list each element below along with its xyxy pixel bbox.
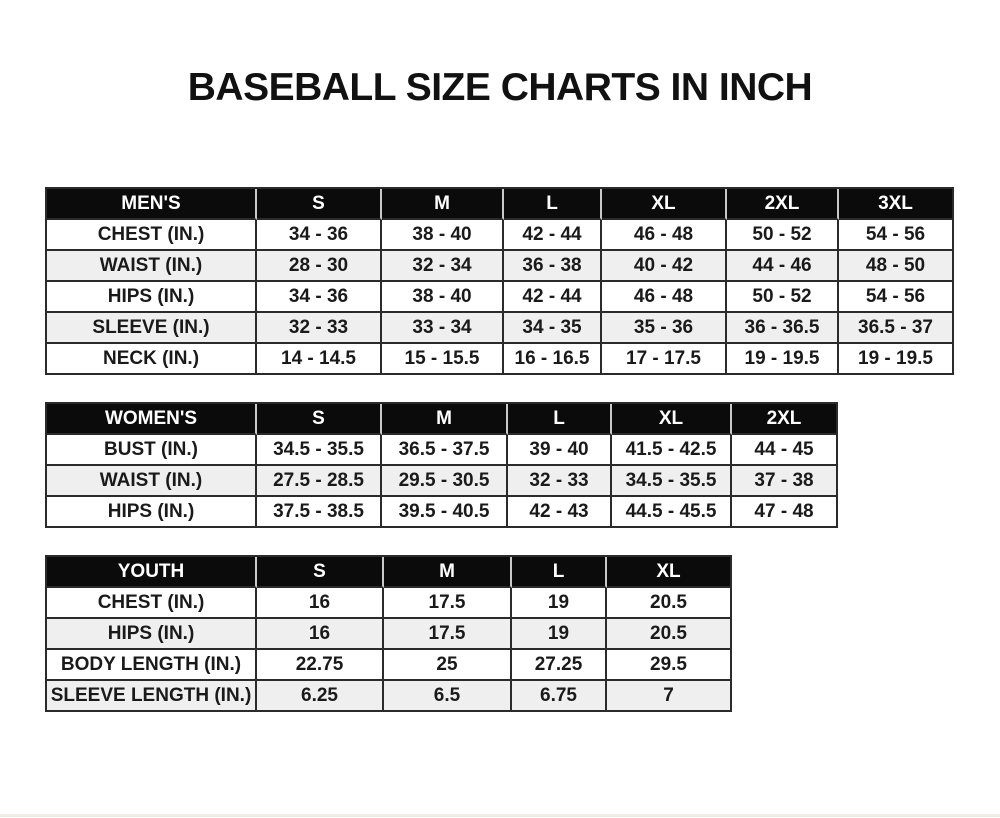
table-title-cell: MEN'S xyxy=(47,189,257,220)
size-value-cell: 19 - 19.5 xyxy=(839,344,954,375)
size-column-header: M xyxy=(382,404,508,435)
size-column-header: XL xyxy=(602,189,727,220)
size-value-cell: 42 - 44 xyxy=(504,220,602,251)
table-row xyxy=(47,435,838,466)
size-value-cell: 17 - 17.5 xyxy=(602,344,727,375)
size-value-cell: 47 - 48 xyxy=(732,497,838,528)
header-row xyxy=(47,557,732,588)
size-value-cell: 7 xyxy=(607,681,732,712)
table-row xyxy=(47,497,838,528)
size-value-cell: 20.5 xyxy=(607,588,732,619)
size-value-cell: 27.25 xyxy=(512,650,607,681)
size-value-cell: 33 - 34 xyxy=(382,313,504,344)
table-title-cell: YOUTH xyxy=(47,557,257,588)
size-value-cell: 44 - 45 xyxy=(732,435,838,466)
table-row xyxy=(47,313,954,344)
size-value-cell: 16 xyxy=(257,588,384,619)
size-value-cell: 44.5 - 45.5 xyxy=(612,497,732,528)
womens-size-table xyxy=(45,402,838,528)
row-label-cell: BUST (IN.) xyxy=(47,435,257,466)
table-row xyxy=(47,251,954,282)
table-row xyxy=(47,619,732,650)
table-row xyxy=(47,220,954,251)
size-column-header: L xyxy=(508,404,612,435)
row-label-cell: NECK (IN.) xyxy=(47,344,257,375)
row-label-cell: WAIST (IN.) xyxy=(47,466,257,497)
row-label-cell: SLEEVE (IN.) xyxy=(47,313,257,344)
table-row xyxy=(47,681,732,712)
size-value-cell: 48 - 50 xyxy=(839,251,954,282)
row-label-cell: CHEST (IN.) xyxy=(47,588,257,619)
row-label-cell: HIPS (IN.) xyxy=(47,497,257,528)
size-value-cell: 6.25 xyxy=(257,681,384,712)
size-column-header: M xyxy=(384,557,512,588)
size-value-cell: 6.5 xyxy=(384,681,512,712)
header-row xyxy=(47,189,954,220)
mens-size-table xyxy=(45,187,954,375)
size-column-header: L xyxy=(504,189,602,220)
table-row xyxy=(47,650,732,681)
size-value-cell: 15 - 15.5 xyxy=(382,344,504,375)
size-value-cell: 44 - 46 xyxy=(727,251,839,282)
size-value-cell: 16 xyxy=(257,619,384,650)
size-chart-page xyxy=(0,66,1000,712)
size-value-cell: 32 - 33 xyxy=(257,313,382,344)
table-row xyxy=(47,282,954,313)
row-label-cell: WAIST (IN.) xyxy=(47,251,257,282)
size-value-cell: 36 - 38 xyxy=(504,251,602,282)
table-title-cell: WOMEN'S xyxy=(47,404,257,435)
size-value-cell: 46 - 48 xyxy=(602,220,727,251)
size-value-cell: 42 - 44 xyxy=(504,282,602,313)
size-value-cell: 46 - 48 xyxy=(602,282,727,313)
size-value-cell: 32 - 33 xyxy=(508,466,612,497)
size-value-cell: 25 xyxy=(384,650,512,681)
size-column-header: S xyxy=(257,404,382,435)
size-value-cell: 42 - 43 xyxy=(508,497,612,528)
size-column-header: 2XL xyxy=(732,404,838,435)
size-value-cell: 22.75 xyxy=(257,650,384,681)
youth-size-table xyxy=(45,555,732,712)
size-value-cell: 19 xyxy=(512,588,607,619)
size-value-cell: 37 - 38 xyxy=(732,466,838,497)
size-value-cell: 19 xyxy=(512,619,607,650)
size-value-cell: 16 - 16.5 xyxy=(504,344,602,375)
size-column-header: 2XL xyxy=(727,189,839,220)
size-column-header: S xyxy=(257,189,382,220)
size-value-cell: 50 - 52 xyxy=(727,282,839,313)
table-row xyxy=(47,344,954,375)
size-value-cell: 54 - 56 xyxy=(839,220,954,251)
size-value-cell: 34 - 35 xyxy=(504,313,602,344)
table-row xyxy=(47,466,838,497)
size-column-header: XL xyxy=(607,557,732,588)
size-value-cell: 54 - 56 xyxy=(839,282,954,313)
size-value-cell: 36 - 36.5 xyxy=(727,313,839,344)
page-title: BASEBALL SIZE CHARTS IN INCH xyxy=(187,66,813,109)
size-value-cell: 34.5 - 35.5 xyxy=(612,466,732,497)
size-value-cell: 34.5 - 35.5 xyxy=(257,435,382,466)
size-value-cell: 41.5 - 42.5 xyxy=(612,435,732,466)
size-value-cell: 37.5 - 38.5 xyxy=(257,497,382,528)
row-label-cell: SLEEVE LENGTH (IN.) xyxy=(47,681,257,712)
size-column-header: 3XL xyxy=(839,189,954,220)
size-value-cell: 17.5 xyxy=(384,588,512,619)
size-column-header: XL xyxy=(612,404,732,435)
row-label-cell: BODY LENGTH (IN.) xyxy=(47,650,257,681)
header-row xyxy=(47,404,838,435)
size-value-cell: 14 - 14.5 xyxy=(257,344,382,375)
size-value-cell: 28 - 30 xyxy=(257,251,382,282)
table-row xyxy=(47,588,732,619)
size-value-cell: 34 - 36 xyxy=(257,220,382,251)
size-value-cell: 39 - 40 xyxy=(508,435,612,466)
size-value-cell: 19 - 19.5 xyxy=(727,344,839,375)
size-value-cell: 6.75 xyxy=(512,681,607,712)
size-value-cell: 36.5 - 37.5 xyxy=(382,435,508,466)
size-value-cell: 29.5 xyxy=(607,650,732,681)
size-value-cell: 35 - 36 xyxy=(602,313,727,344)
size-value-cell: 50 - 52 xyxy=(727,220,839,251)
size-column-header: M xyxy=(382,189,504,220)
size-column-header: L xyxy=(512,557,607,588)
size-value-cell: 34 - 36 xyxy=(257,282,382,313)
size-value-cell: 38 - 40 xyxy=(382,282,504,313)
size-value-cell: 40 - 42 xyxy=(602,251,727,282)
size-value-cell: 17.5 xyxy=(384,619,512,650)
size-column-header: S xyxy=(257,557,384,588)
size-value-cell: 32 - 34 xyxy=(382,251,504,282)
size-value-cell: 27.5 - 28.5 xyxy=(257,466,382,497)
row-label-cell: HIPS (IN.) xyxy=(47,282,257,313)
size-value-cell: 29.5 - 30.5 xyxy=(382,466,508,497)
size-value-cell: 20.5 xyxy=(607,619,732,650)
size-value-cell: 38 - 40 xyxy=(382,220,504,251)
row-label-cell: HIPS (IN.) xyxy=(47,619,257,650)
size-value-cell: 39.5 - 40.5 xyxy=(382,497,508,528)
size-value-cell: 36.5 - 37 xyxy=(839,313,954,344)
scan-artifact-line xyxy=(0,814,1000,817)
row-label-cell: CHEST (IN.) xyxy=(47,220,257,251)
